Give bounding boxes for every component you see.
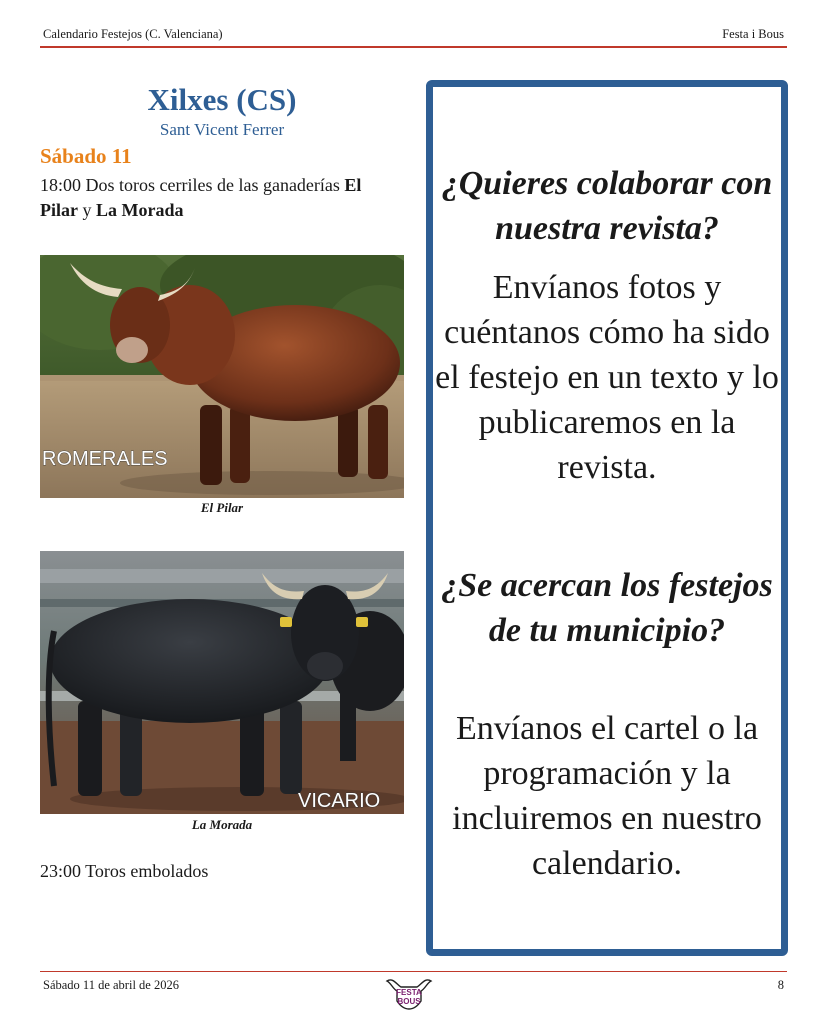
logo-word-festa: FESTA: [396, 988, 422, 997]
collaboration-callout-box: [426, 80, 788, 956]
logo-word-bous: BOUS: [397, 997, 421, 1006]
footer-divider: [40, 971, 787, 972]
ganaderia-el-pilar: El Pilar: [40, 175, 362, 220]
event-item-2: 23:00 Toros embolados: [40, 861, 209, 881]
callout-send-poster-text: Envíanos el cartel o la programación y la incluiremos en nuestro calendario.: [452, 710, 762, 882]
event-item-1: [40, 173, 380, 223]
photo2-caption: La Morada: [191, 817, 253, 832]
event-item-1-connector: y: [78, 200, 96, 220]
photo2-watermark: VICARIO: [298, 790, 381, 812]
event-day: Sábado 11: [40, 144, 132, 168]
callout-send-photos-text: Envíanos fotos y cuéntanos cómo ha sido el festejo en un texto y lo publicaremos en la revista.: [435, 269, 779, 486]
event-item-1-text: 18:00 Dos toros cerriles de las ganaderías: [40, 175, 345, 195]
footer-date: Sábado 11 de abril de 2026: [43, 978, 179, 992]
bull-photo-la-morada: [40, 551, 404, 814]
callout-question-upcoming: ¿Se acercan los festejos de tu municipio?: [441, 567, 773, 649]
callout-question-collaborate: ¿Quieres colaborar con nuestra revista?: [441, 165, 773, 247]
festival-name: Sant Vicent Ferrer: [159, 120, 285, 139]
bull-photo-el-pilar: [40, 255, 404, 498]
ganaderia-la-morada: La Morada: [96, 200, 184, 220]
header-magazine-name: Festa i Bous: [722, 27, 784, 41]
header-divider: [40, 46, 787, 48]
photo1-caption: El Pilar: [200, 500, 244, 515]
photo1-watermark: ROMERALES: [42, 448, 168, 470]
header-publication-title: Calendario Festejos (C. Valenciana): [43, 27, 223, 41]
town-title: Xilxes (CS): [147, 82, 297, 117]
page-number: 8: [777, 978, 784, 992]
festa-i-bous-logo: [383, 975, 435, 1013]
